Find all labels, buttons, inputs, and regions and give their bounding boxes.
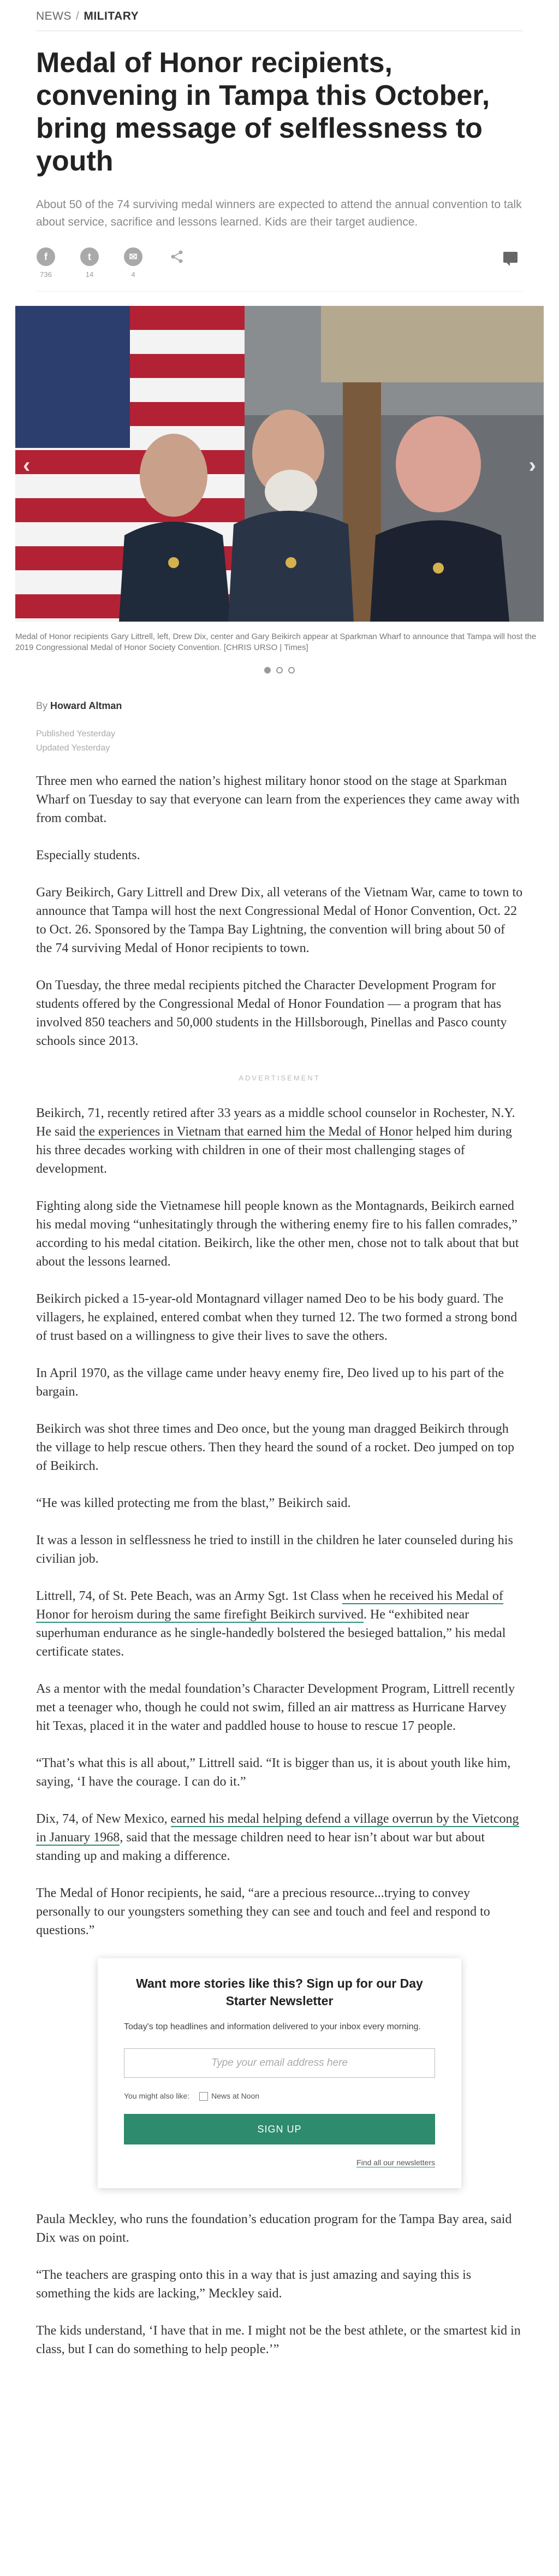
paragraph <box>36 1104 523 1178</box>
paragraph: “He was killed protecting me from the blast,” Beikirch said. <box>36 1496 351 1510</box>
published-date: Yesterday <box>76 729 116 738</box>
paragraph: Beikirch picked a 15-year-old Montagnard villager named Deo to be his body guard. The villagers, he explained, entered combat when they turned 12. The two formed a strong bond of trust based on a willingness to give their lives to save the others. <box>36 1292 518 1343</box>
paragraph: It was a lesson in selflessness he tried to instill in the children he later counseled during his civilian job. <box>36 1533 513 1566</box>
sign-up-button[interactable]: SIGN UP <box>124 2114 435 2144</box>
paragraph-text: , said that the message children need to hear isn’t about war but about standing up and making a difference. <box>36 1830 485 1863</box>
gallery-prev-button[interactable]: ‹ <box>23 453 31 477</box>
paragraph: On Tuesday, the three medal recipients pitched the Character Development Program for students offered by the Congressional Medal of Honor Foundation — a program that has involved 850 teachers and 50,000 students in the Hillsborough, Pinellas and Pasco county schools since 2013. <box>36 978 507 1048</box>
newsletter-title: Want more stories like this? Sign up for our Day Starter Newsletter <box>136 1976 423 2008</box>
paragraph: “The teachers are grasping onto this in a way that is just amazing and saying this is something the kids are lacking,” Meckley said. <box>36 2268 472 2301</box>
article-dek: About 50 of the 74 surviving medal winners are expected to attend the annual convention to talk about service, sacrifice and lessons learned. Kids are their target audience. <box>36 198 522 228</box>
gallery-dot-1[interactable] <box>264 667 271 673</box>
updated-date: Yesterday <box>71 743 110 753</box>
gallery-photo <box>15 306 544 622</box>
gallery-dot-2[interactable] <box>276 667 283 673</box>
gallery-next-button[interactable]: › <box>528 453 536 477</box>
also-like-label: You might also like: <box>124 2091 190 2100</box>
paragraph: “That’s what this is all about,” Littrell said. “It is bigger than us, it is about youth like him, saying, ‘I have the courage. I can do it.” <box>36 1756 511 1789</box>
email-share-count: 4 <box>131 270 135 279</box>
facebook-share-count: 736 <box>40 270 52 279</box>
inline-link[interactable]: the experiences in Vietnam that earned him the Medal of Honor <box>79 1125 413 1139</box>
author-name[interactable]: Howard Altman <box>50 700 122 711</box>
paragraph: Especially students. <box>36 848 140 862</box>
email-icon: ✉ <box>124 247 142 266</box>
find-newsletters-link[interactable]: Find all our newsletters <box>356 2158 435 2167</box>
twitter-share-button[interactable] <box>80 247 99 279</box>
photo-gallery[interactable] <box>15 306 544 622</box>
article-dates <box>36 727 523 755</box>
share-icon <box>170 250 184 264</box>
paragraph: Gary Beikirch, Gary Littrell and Drew Dix, all veterans of the Vietnam War, came to town to announce that Tampa will host the next Congressional Medal of Honor Convention, Oct. 22 to Oct. 26. Sponsored by the Tampa Bay Lightning, the convention will bring about 50 of the 74 surviving Medal of Honor recipients to town. <box>36 885 523 955</box>
paragraph <box>36 1587 523 1661</box>
headline: Medal of Honor recipients, convening in Tampa this October, bring message of selflessness to youth <box>36 47 490 177</box>
paragraph: The kids understand, ‘I have that in me. I might not be the best athlete, or the smartest kid in class, but I can do something to help people.’” <box>36 2324 521 2356</box>
published-label: Published <box>36 729 75 738</box>
paragraph: Paula Meckley, who runs the foundation’s education program for the Tampa Bay area, said Dix was on point. <box>36 2212 512 2245</box>
facebook-icon: f <box>37 247 55 266</box>
more-share-button[interactable] <box>167 250 187 267</box>
paragraph: Three men who earned the nation’s highest military honor stood on the stage at Sparkman Wharf on Tuesday to say that everyone can learn from the experiences they came away with from combat. <box>36 774 520 825</box>
newsletter-signup <box>98 1958 461 2188</box>
gallery-dot-3[interactable] <box>288 667 295 673</box>
newsletter-description: Today's top headlines and information delivered to your inbox every morning. <box>124 2022 421 2031</box>
byline-prefix: By <box>36 700 48 711</box>
paragraph-text: Littrell, 74, of St. Pete Beach, was an Army Sgt. 1st Class <box>36 1589 342 1603</box>
facebook-share-button[interactable] <box>36 247 56 279</box>
gallery-dots <box>0 666 559 676</box>
paragraph-text: Dix, 74, of New Mexico, <box>36 1812 171 1826</box>
paragraph: Beikirch was shot three times and Deo once, but the young man dragged Beikirch through the village to help rescue others. Then they heard the sound of a rocket. Deo jumped on top of Beikirch. <box>36 1422 514 1473</box>
breadcrumb-military-link[interactable]: MILITARY <box>84 10 139 22</box>
news-at-noon-checkbox[interactable] <box>199 2092 208 2101</box>
breadcrumb-news-link[interactable]: NEWS <box>36 10 72 22</box>
news-at-noon-label: News at Noon <box>211 2091 260 2100</box>
paragraph: In April 1970, as the village came under heavy enemy fire, Deo lived up to his part of the bargain. <box>36 1366 504 1399</box>
paragraph-text: Beikirch, 71, recently retired after 33 years as a middle school counselor in Rochester, N.Y. He said <box>36 1106 515 1139</box>
email-share-button[interactable] <box>123 247 143 279</box>
advertisement-label: ADVERTISEMENT <box>239 1074 320 1082</box>
paragraph <box>36 1810 523 1865</box>
byline <box>36 700 523 712</box>
article-body <box>36 772 523 2359</box>
newsletters-link-row <box>124 2153 435 2172</box>
paragraph: As a mentor with the medal foundation’s Character Development Program, Littrell recently met a teenager who, though he could not swim, filled an air mattress as Hurricane Harvey hit Texas, placed it in the water and paddled house to house to rescue 17 people. <box>36 1682 515 1733</box>
breadcrumb <box>0 0 559 23</box>
twitter-share-count: 14 <box>85 270 94 279</box>
inline-link[interactable]: when he received his Medal of Honor for heroism during the same firefight Beikirch survived <box>36 1589 503 1622</box>
photo-caption: Medal of Honor recipients Gary Littrell, left, Drew Dix, center and Gary Beikirch appear at Sparkman Wharf to announce that Tampa will host the 2019 Congressional Medal of Honor Society Convention. [CHRIS URSO | Times] <box>15 632 537 652</box>
paragraph: The Medal of Honor recipients, he said, “are a precious resource...trying to convey personally to our youngsters something they can see and touch and feel and respond to questions.” <box>36 1886 490 1937</box>
breadcrumb-separator: / <box>76 10 80 22</box>
paragraph: Fighting along side the Vietnamese hill people known as the Montagnards, Beikirch earned his medal moving “unhesitatingly through the withering enemy fire to his fallen comrades,” according to his medal citation. Beikirch, like the other men, chose not to talk about that but about the lessons learned. <box>36 1199 519 1269</box>
paragraph-text: . He “exhibited near superhuman endurance as he single-handedly bolstered the besieged battalion,” his medal certificate states. <box>36 1608 506 1659</box>
updated-label: Updated <box>36 743 69 753</box>
inline-link[interactable]: earned his medal helping defend a village overrun by the Vietcong in January 1968 <box>36 1812 519 1845</box>
twitter-icon: t <box>80 247 99 266</box>
also-like-row <box>124 2087 435 2105</box>
share-bar <box>36 247 523 292</box>
comment-icon[interactable] <box>503 252 518 263</box>
paragraph-text: helped him during his three decades working with children in one of their most challenging stages of development. <box>36 1125 512 1176</box>
email-field[interactable] <box>124 2048 435 2078</box>
